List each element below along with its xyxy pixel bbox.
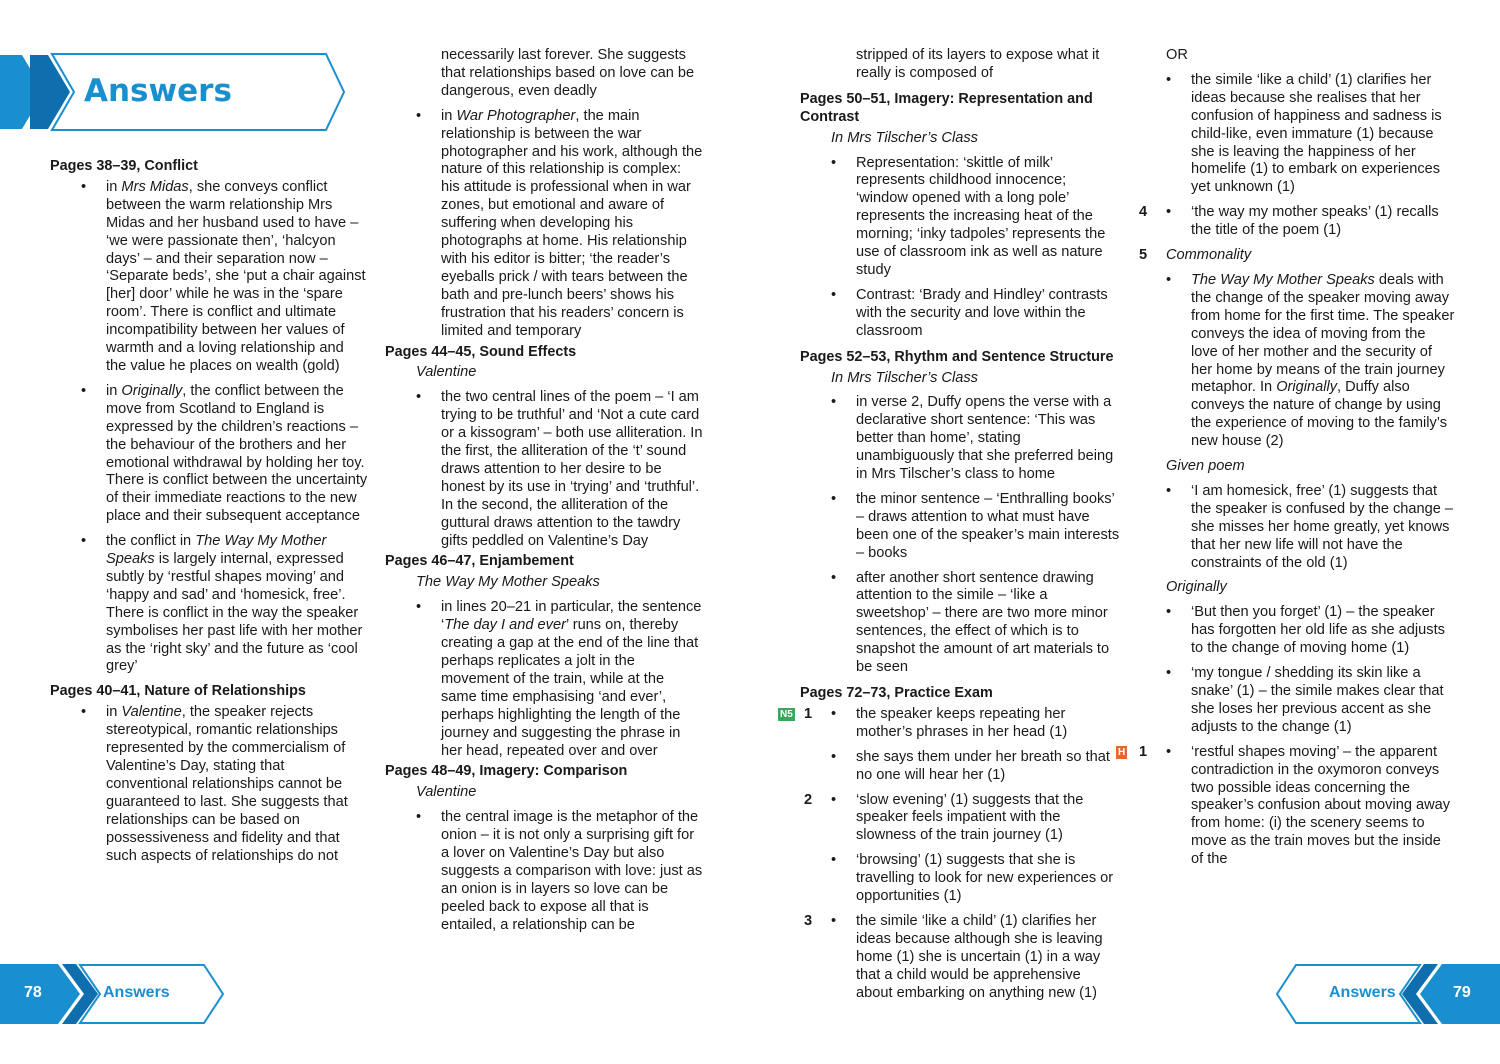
list-item: • the two central lines of the poem – ‘I am trying to be truthful’ and ‘Not a cute card or a kissogram’ – both use alliteration. In the first, the alliteration of the ‘t’ sound draws attention to her desire to be honest by its use in ‘trying’ and ‘truthful’. In the second, the alliteration of the guttural draws attention to the tawdry gifts peddled on Valentine’s Day [416,389,703,549]
poem-subheading: Originally [1166,579,1227,596]
list-item: • in lines 20–21 in particular, the sentence ‘The day I and ever’ runs on, thereby creating a gap at the end of the line that perhaps replicates a jolt in the movement of the train, while at the same time emphasising ‘and ever’, perhaps highlighting the length of the journey and suggesting the phrase in her head, repeated over and over [416,599,702,759]
footer-label: Answers [103,984,170,1001]
column-3 [780,47,1120,1003]
poem-subheading: The Way My Mother Speaks [416,574,600,591]
list-item: • Contrast: ‘Brady and Hindley’ contrasts with the security and love within the classroom [831,286,1108,339]
poem-subheading: Valentine [416,364,477,381]
section-heading: Pages 52–53, Rhythm and Sentence Structure [800,348,1114,365]
footer-left [0,964,225,1024]
list-item: • in Originally, the conflict between the move from Scotland to England is expressed by the children’s reactions – the behaviour of the brothers and her emotional withdrawal by holding her toy. There is conflict between the uncertainty of their immediate reactions to the new place and their subsequent acceptance [81,382,368,525]
list-item: • in Valentine, the speaker rejects stereotypical, romantic relationships represented by the commercialism of Valentine’s Day, stating that conventional relationships cannot be guaranteed to last. She suggests that relationships can be based on possessiveness and fidelity and that such aspects of relationships do not [81,704,348,864]
list-item: • in War Photographer, the main relationship is between the war photographer and his work, although the nature of this relationship is complex: his attitude is professional when in war zones, but emotional and aware of suffering when developing his photographs at home. His relationship with his editor is bitter; ‘the reader’s eyeballs prick / with tears between the bath and pre-lunch beers’ shows his frustration that his readers’ concern is limited and temporary [416,107,703,339]
question-number: 1 [804,705,813,722]
list-item: • ‘my tongue / shedding its skin like a snake’ (1) – the simile makes clear that she loses her previous accent as she adjusts to the change (1) [1166,665,1444,735]
level-badge-h: H [1118,746,1126,758]
question-number: 2 [804,791,813,808]
continued-text: necessarily last forever. She suggests that relationships based on love can be dangerous, even deadly [441,47,695,99]
question-number: 5 [1139,247,1148,264]
section-heading: Pages 50–51, Imagery: Representation and Contrast [800,90,1093,125]
poem-subheading: Given poem [1166,458,1245,475]
question-5: 5 Commonality [1139,247,1252,264]
higher-question-1: H 1 • ‘restful shapes moving’ – the apparent contradiction in the oxymoron conveys two possible ideas concerning the speaker’s confusion about moving away from home: (i) the scenery seems to move as the train moves but the inside of the [1118,743,1451,868]
footer-label: Answers [1329,984,1396,1001]
section-heading: Pages 46–47, Enjambement [385,553,574,570]
section-heading: Pages 48–49, Imagery: Comparison [385,763,628,780]
question-1a: N5 1 • the speaker keeps repeating her mother’s phrases in her head (1) [780,705,1068,740]
or-label: OR [1166,47,1188,63]
question-4a: 4 • ‘the way my mother speaks’ (1) recalls the title of the poem (1) [1139,204,1439,239]
footer-right [1275,964,1500,1024]
question-number: 3 [804,912,813,929]
list-item: • the central image is the metaphor of the onion – it is not only a surprising gift for a lover on Valentine’s Day but also suggests a comparison with love: just as an onion is in layers so love can be peeled back to expose all that is entailed, a relationship can be [416,809,703,933]
page-title: Answers [84,73,232,109]
section-heading: Pages 40–41, Nature of Relationships [50,683,306,700]
list-item: • the simile ‘like a child’ (1) clarifies her ideas because she realises that her confusion of happiness and sadness is child-like, even immature (1) because she is leaving the happiness of her homelife (1) to embark on experiences yet unknown (1) [1166,71,1442,196]
list-item: • the conflict in The Way My Mother Speaks is largely internal, expressed subtly by ‘restful shapes moving’ and ‘happy and sad’ and ‘homesick, free’. There is conflict in the way the speaker symbolises her past life with her mother as the ‘right sky’ and the future as ‘cool grey’ [81,533,363,675]
list-item: • ‘I am homesick, free’ (1) suggests that the speaker is confused by the change – she misses her home greatly, yet knows that her new life will not have the constraints of the old (1) [1166,482,1454,571]
question-3a: 3 • the simile ‘like a child’ (1) clarifies her ideas because although she is leaving home (1) she is uncertain (1) in a way that a child would be apprehensive about embarking on anything new (1) [804,912,1103,1001]
list-item: • the minor sentence – ‘Enthralling books’ – draws attention to what must have been one of the speaker’s main interests – books [831,490,1120,561]
question-2a: 2 • ‘slow evening’ (1) suggests that the speaker feels impatient with the slowness of the train journey (1) [804,791,1084,844]
title-banner [0,53,345,131]
continued-text: stripped of its layers to expose what it really is composed of [856,47,1100,81]
page-number: 78 [24,984,42,1001]
section-heading: Pages 44–45, Sound Effects [385,343,577,360]
list-item: • Representation: ‘skittle of milk’ represents childhood innocence; ‘window opened with a long pole’ represents the increasing heat of the morning; ‘inky tadpoles’ represents the use of classroom ink as well as nature study [831,154,1106,278]
poem-subheading: In Mrs Tilscher’s Class [831,369,978,386]
list-item: • in verse 2, Duffy opens the verse with a declarative short sentence: ‘This was better than home’, stating unambiguously that she preferred being in Mrs Tilscher’s class to home [831,394,1114,483]
column-2 [385,47,703,935]
page-number: 79 [1453,984,1471,1001]
list-item: • ‘But then you forget’ (1) – the speaker has forgotten her old life as she adjusts to the change of moving home (1) [1166,604,1445,657]
question-2b: • ‘browsing’ (1) suggests that she is travelling to look for new experiences or opportunities (1) [831,852,1114,905]
question-1b: • she says them under her breath so that no one will hear her (1) [831,748,1110,783]
column-4 [1118,47,1455,869]
list-item: • in Mrs Midas, she conveys conflict between the warm relationship Mrs Midas and her husband used to have – ‘we were passionate then’, ‘halcyon days’ – and their separation now – ‘Separate beds’, she ‘put a chair against [her] door’ while he was in the ‘spare room’. There is conflict and ultimate incompatibility between her values of warmth and a loving relationship and the value he places on wealth (gold) [81,178,366,374]
poem-subheading: Valentine [416,784,477,801]
column-1 [50,158,368,865]
section-heading: Pages 38–39, Conflict [50,158,198,174]
list-item: • after another short sentence drawing attention to the simile – ‘like a sweetshop’ – there are two more minor sentences, the effect of which is to snapshot the amount of art materials to be seen [831,569,1110,676]
level-badge-n5: N5 [780,708,793,720]
question-number: 4 [1139,204,1148,221]
question-number: 1 [1139,743,1148,760]
section-heading: Pages 72–73, Practice Exam [800,685,993,701]
list-item: • The Way My Mother Speaks deals with the change of the speaker moving away from home for the first time. The speaker conveys the idea of moving from the love of her mother and the security of her home by means of the train journey metaphor. In Originally, Duffy also conveys the nature of change by using the experience of moving to the family’s new house (2) [1166,271,1455,450]
poem-subheading: In Mrs Tilscher’s Class [831,129,978,146]
